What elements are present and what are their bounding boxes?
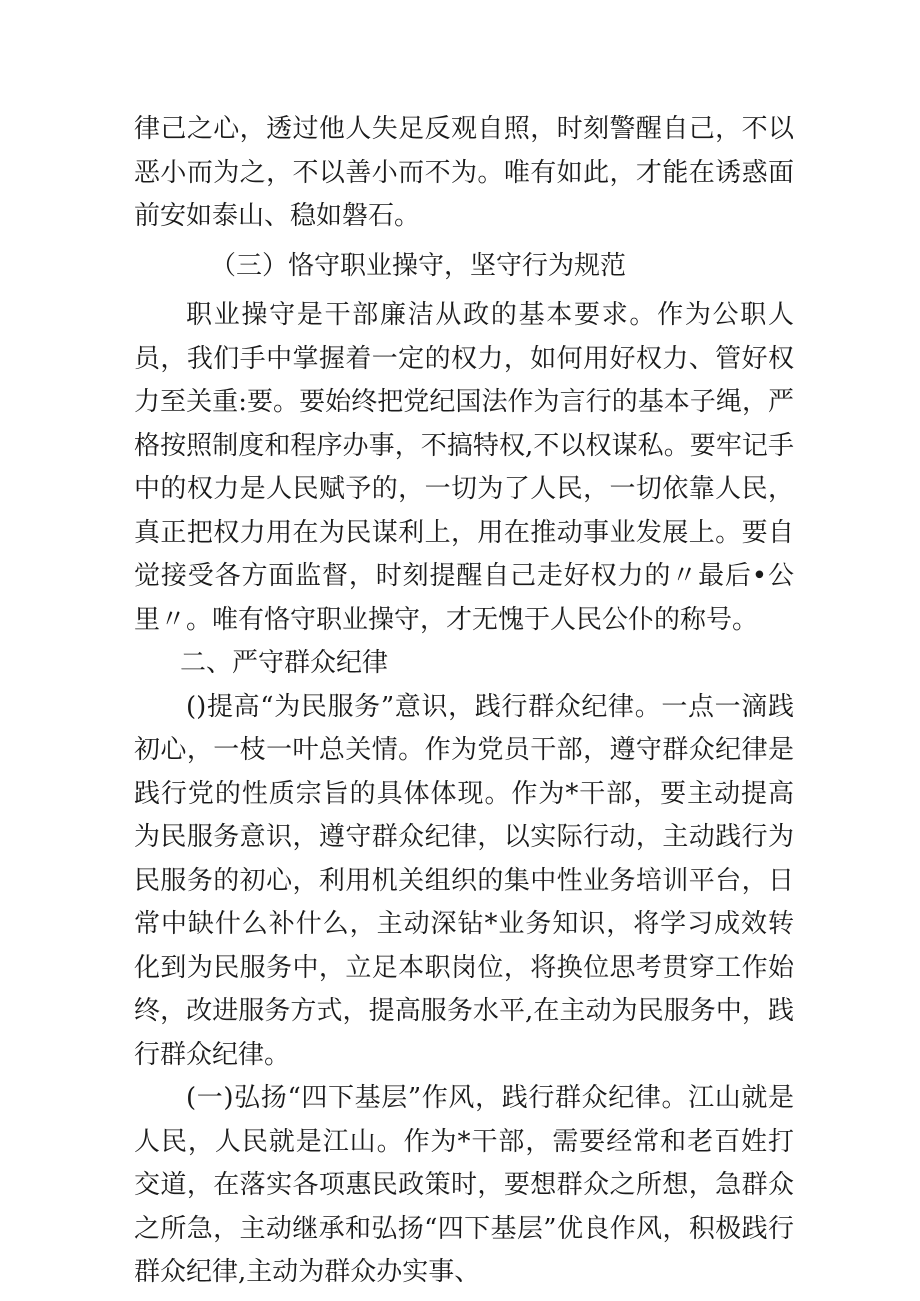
paragraph-grassroots-style: (一)弘扬“四下基层”作风，践行群众纪律。江山就是人民，人民就是江山。作为*干部，需要经常和老百姓打交道，在落实各项惠民政策时，要想群众之所想，急群众之所急，主动继承和弘扬“四下基层”优良作风，积极践行群众纪律,主动为群众办实事、 xyxy=(134,1083,794,1287)
document-body xyxy=(134,108,794,1295)
paragraph-continued: 律己之心，透过他人失足反观自照，时刻警醒自己，不以恶小而为之，不以善小而不为。唯有如此，才能在诱惑面前安如泰山、稳如磐石。 xyxy=(134,114,794,231)
section-heading: 二、严守群众纪律 xyxy=(180,648,389,678)
section-subheading: （三）恪守职业操守，坚守行为规范 xyxy=(210,250,627,281)
paragraph-professional-ethics: 职业操守是干部廉洁从政的基本要求。作为公职人员，我们手中掌握着一定的权力，如何用好权力、管好权力至关重:要。要始终把党纪国法作为言行的基本子绳，严格按照制度和程序办事，不搞特权,不以权谋私。要牢记手中的权力是人民赋予的，一切为了人民，一切依靠人民，真正把权力用在为民谋利上，用在推动事业发展上。要自觉接受各方面监督，时刻提醒自己走好权力的〃最后•公里〃。唯有恪守职业操守，才无愧于人民公仆的称号。 xyxy=(134,300,794,635)
paragraph-service-awareness: ()提高“为民服务”意识，践行群众纪律。一点一滴践初心，一枝一叶总关情。作为党员干部，遵守群众纪律是践行党的性质宗旨的具体体现。作为*干部，要主动提高为民服务意识，遵守群众纪律，以实际行动，主动践行为民服务的初心，利用机关组织的集中性业务培训平台，日常中缺什么补什么，主动深钻*业务知识，将学习成效转化到为民服务中，立足本职岗位，将换位思考贯穿工作始终，改进服务方式，提高服务水平,在主动为民服务中，践行群众纪律。 xyxy=(134,691,794,1070)
